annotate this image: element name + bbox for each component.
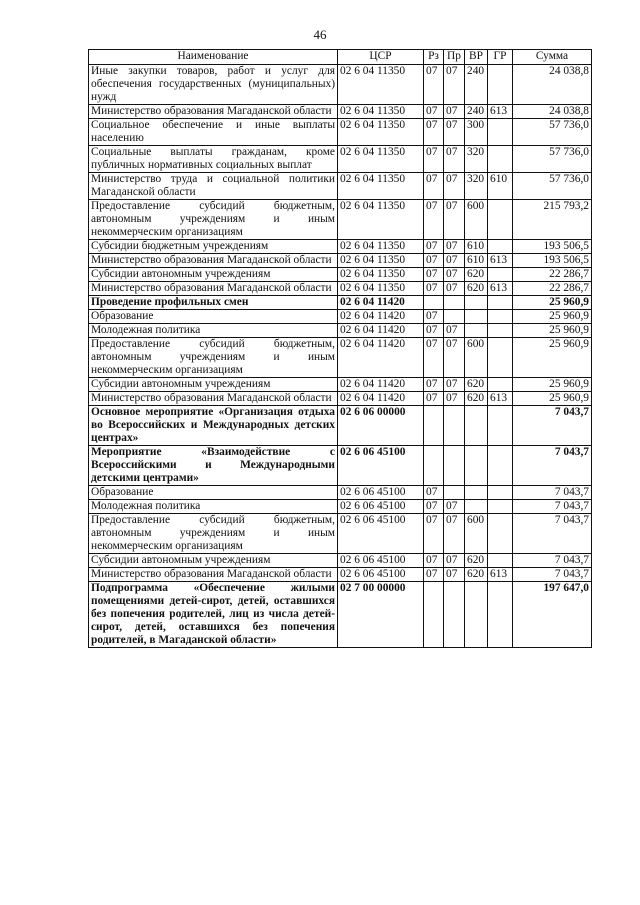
cell-csr: 02 7 00 00000 <box>338 582 424 648</box>
cell-vr <box>465 582 488 648</box>
cell-name: Молодежная политика <box>89 500 338 514</box>
cell-csr: 02 6 04 11350 <box>338 282 424 296</box>
cell-rz: 07 <box>424 105 444 119</box>
cell-pr <box>444 446 465 486</box>
cell-rz: 07 <box>424 65 444 105</box>
cell-csr: 02 6 06 45100 <box>338 500 424 514</box>
cell-name: Предоставление субсидий бюджетным, автономным учреждениям и иным некоммерческим организациям <box>89 200 338 240</box>
cell-csr: 02 6 04 11350 <box>338 200 424 240</box>
cell-rz: 07 <box>424 486 444 500</box>
cell-gr <box>488 65 513 105</box>
cell-rz: 07 <box>424 310 444 324</box>
cell-name: Мероприятие «Взаимодействие с Всероссийскими и Международными детскими центрами» <box>89 446 338 486</box>
cell-sum: 22 286,7 <box>513 282 592 296</box>
cell-sum: 25 960,9 <box>513 338 592 378</box>
cell-name: Образование <box>89 486 338 500</box>
cell-gr <box>488 268 513 282</box>
table-row <box>89 486 592 500</box>
cell-csr: 02 6 04 11350 <box>338 65 424 105</box>
cell-csr: 02 6 06 00000 <box>338 406 424 446</box>
cell-pr <box>444 582 465 648</box>
cell-csr: 02 6 04 11350 <box>338 254 424 268</box>
table-row <box>89 338 592 378</box>
cell-sum: 25 960,9 <box>513 296 592 310</box>
cell-gr <box>488 486 513 500</box>
cell-rz: 07 <box>424 514 444 554</box>
table-row <box>89 568 592 582</box>
cell-vr <box>465 406 488 446</box>
table-row <box>89 200 592 240</box>
cell-pr: 07 <box>444 392 465 406</box>
cell-sum: 7 043,7 <box>513 554 592 568</box>
table-row <box>89 310 592 324</box>
cell-sum: 25 960,9 <box>513 392 592 406</box>
cell-gr: 613 <box>488 254 513 268</box>
cell-rz: 07 <box>424 568 444 582</box>
cell-vr: 620 <box>465 268 488 282</box>
cell-csr: 02 6 04 11420 <box>338 310 424 324</box>
cell-gr <box>488 514 513 554</box>
budget-table <box>88 49 592 648</box>
cell-rz: 07 <box>424 338 444 378</box>
cell-sum: 57 736,0 <box>513 173 592 200</box>
cell-vr: 620 <box>465 392 488 406</box>
cell-pr: 07 <box>444 500 465 514</box>
cell-vr <box>465 296 488 310</box>
cell-sum: 215 793,2 <box>513 200 592 240</box>
cell-name: Предоставление субсидий бюджетным, автономным учреждениям и иным некоммерческим организациям <box>89 338 338 378</box>
header-rz: Рз <box>424 50 444 65</box>
cell-sum: 25 960,9 <box>513 324 592 338</box>
cell-rz: 07 <box>424 240 444 254</box>
cell-rz: 07 <box>424 146 444 173</box>
table-row <box>89 282 592 296</box>
cell-rz: 07 <box>424 554 444 568</box>
cell-sum: 7 043,7 <box>513 500 592 514</box>
cell-rz: 07 <box>424 254 444 268</box>
table-row <box>89 514 592 554</box>
cell-csr: 02 6 06 45100 <box>338 446 424 486</box>
table-row <box>89 554 592 568</box>
cell-sum: 22 286,7 <box>513 268 592 282</box>
header-sum: Сумма <box>513 50 592 65</box>
cell-vr: 620 <box>465 378 488 392</box>
cell-sum: 7 043,7 <box>513 486 592 500</box>
cell-rz: 07 <box>424 200 444 240</box>
cell-sum: 7 043,7 <box>513 406 592 446</box>
cell-pr: 07 <box>444 65 465 105</box>
cell-csr: 02 6 06 45100 <box>338 514 424 554</box>
table-row <box>89 146 592 173</box>
table-row <box>89 119 592 146</box>
cell-pr: 07 <box>444 119 465 146</box>
cell-name: Субсидии бюджетным учреждениям <box>89 240 338 254</box>
cell-vr <box>465 310 488 324</box>
page-number: 46 <box>313 27 327 42</box>
cell-pr: 07 <box>444 254 465 268</box>
cell-gr: 613 <box>488 392 513 406</box>
cell-csr: 02 6 04 11420 <box>338 392 424 406</box>
cell-gr <box>488 296 513 310</box>
cell-rz: 07 <box>424 119 444 146</box>
table-row <box>89 500 592 514</box>
table-row <box>89 406 592 446</box>
cell-gr: 613 <box>488 568 513 582</box>
cell-pr: 07 <box>444 268 465 282</box>
cell-name: Предоставление субсидий бюджетным, автономным учреждениям и иным некоммерческим организациям <box>89 514 338 554</box>
header-pr: Пр <box>444 50 465 65</box>
cell-csr: 02 6 04 11350 <box>338 146 424 173</box>
cell-pr: 07 <box>444 514 465 554</box>
cell-csr: 02 6 06 45100 <box>338 568 424 582</box>
cell-sum: 193 506,5 <box>513 254 592 268</box>
table-row <box>89 582 592 648</box>
cell-rz <box>424 446 444 486</box>
cell-sum: 7 043,7 <box>513 446 592 486</box>
cell-vr: 610 <box>465 240 488 254</box>
cell-pr: 07 <box>444 173 465 200</box>
table-row <box>89 65 592 105</box>
table-row <box>89 268 592 282</box>
cell-gr: 610 <box>488 173 513 200</box>
cell-gr <box>488 378 513 392</box>
cell-pr <box>444 406 465 446</box>
cell-name: Министерство образования Магаданской области <box>89 392 338 406</box>
cell-name: Молодежная политика <box>89 324 338 338</box>
cell-pr: 07 <box>444 105 465 119</box>
cell-csr: 02 6 06 45100 <box>338 486 424 500</box>
cell-rz: 07 <box>424 282 444 296</box>
cell-name: Образование <box>89 310 338 324</box>
cell-name: Основное мероприятие «Организация отдыха во Всероссийских и Международных детских центрах» <box>89 406 338 446</box>
cell-gr: 613 <box>488 105 513 119</box>
cell-vr: 600 <box>465 338 488 378</box>
cell-pr: 07 <box>444 378 465 392</box>
cell-csr: 02 6 04 11350 <box>338 173 424 200</box>
cell-vr <box>465 446 488 486</box>
cell-vr: 620 <box>465 282 488 296</box>
cell-gr <box>488 406 513 446</box>
cell-pr: 07 <box>444 146 465 173</box>
table-header-row <box>89 50 592 65</box>
cell-name: Министерство образования Магаданской области <box>89 282 338 296</box>
cell-vr <box>465 500 488 514</box>
header-vr: ВР <box>465 50 488 65</box>
cell-vr: 300 <box>465 119 488 146</box>
cell-gr <box>488 146 513 173</box>
table-row <box>89 254 592 268</box>
cell-name: Подпрограмма «Обеспечение жилыми помещениями детей-сирот, детей, оставшихся без попечения родителей, лиц из числа детей-сирот, детей, оставшихся без попечения родителей, в Магаданской области» <box>89 582 338 648</box>
cell-rz <box>424 406 444 446</box>
cell-gr <box>488 446 513 486</box>
cell-pr: 07 <box>444 282 465 296</box>
cell-gr <box>488 500 513 514</box>
cell-vr <box>465 324 488 338</box>
cell-gr <box>488 324 513 338</box>
cell-sum: 57 736,0 <box>513 146 592 173</box>
cell-gr <box>488 338 513 378</box>
cell-csr: 02 6 04 11420 <box>338 338 424 378</box>
cell-pr: 07 <box>444 324 465 338</box>
cell-vr: 610 <box>465 254 488 268</box>
cell-rz: 07 <box>424 324 444 338</box>
header-name: Наименование <box>89 50 338 65</box>
table-row <box>89 392 592 406</box>
cell-rz <box>424 296 444 310</box>
table-row <box>89 240 592 254</box>
cell-rz: 07 <box>424 378 444 392</box>
table-row <box>89 173 592 200</box>
cell-sum: 25 960,9 <box>513 378 592 392</box>
cell-pr: 07 <box>444 568 465 582</box>
cell-csr: 02 6 04 11350 <box>338 105 424 119</box>
cell-gr <box>488 119 513 146</box>
table-row <box>89 105 592 119</box>
cell-pr <box>444 296 465 310</box>
cell-name: Министерство образования Магаданской области <box>89 254 338 268</box>
cell-name: Министерство образования Магаданской области <box>89 105 338 119</box>
cell-gr <box>488 554 513 568</box>
cell-name: Социальное обеспечение и иные выплаты населению <box>89 119 338 146</box>
header-gr: ГР <box>488 50 513 65</box>
cell-rz: 07 <box>424 268 444 282</box>
cell-rz <box>424 582 444 648</box>
cell-gr: 613 <box>488 282 513 296</box>
cell-vr: 600 <box>465 514 488 554</box>
table-row <box>89 446 592 486</box>
cell-name: Субсидии автономным учреждениям <box>89 268 338 282</box>
table-row <box>89 324 592 338</box>
cell-pr <box>444 486 465 500</box>
cell-name: Субсидии автономным учреждениям <box>89 554 338 568</box>
cell-pr: 07 <box>444 554 465 568</box>
cell-name: Министерство образования Магаданской области <box>89 568 338 582</box>
table-row <box>89 296 592 310</box>
cell-gr <box>488 310 513 324</box>
cell-name: Субсидии автономным учреждениям <box>89 378 338 392</box>
cell-gr <box>488 582 513 648</box>
cell-sum: 57 736,0 <box>513 119 592 146</box>
cell-pr: 07 <box>444 200 465 240</box>
cell-csr: 02 6 04 11420 <box>338 324 424 338</box>
cell-rz: 07 <box>424 173 444 200</box>
cell-pr <box>444 310 465 324</box>
cell-csr: 02 6 04 11420 <box>338 296 424 310</box>
cell-pr: 07 <box>444 338 465 378</box>
header-csr: ЦСР <box>338 50 424 65</box>
cell-sum: 24 038,8 <box>513 105 592 119</box>
cell-vr: 620 <box>465 554 488 568</box>
cell-rz: 07 <box>424 500 444 514</box>
cell-vr: 240 <box>465 105 488 119</box>
cell-csr: 02 6 06 45100 <box>338 554 424 568</box>
cell-name: Министерство труда и социальной политики Магаданской области <box>89 173 338 200</box>
cell-sum: 7 043,7 <box>513 568 592 582</box>
cell-name: Социальные выплаты гражданам, кроме публичных нормативных социальных выплат <box>89 146 338 173</box>
cell-vr: 600 <box>465 200 488 240</box>
cell-vr: 240 <box>465 65 488 105</box>
cell-gr <box>488 240 513 254</box>
cell-name: Иные закупки товаров, работ и услуг для обеспечения государственных (муниципальных) нужд <box>89 65 338 105</box>
cell-name: Проведение профильных смен <box>89 296 338 310</box>
cell-sum: 25 960,9 <box>513 310 592 324</box>
cell-pr: 07 <box>444 240 465 254</box>
table-row <box>89 378 592 392</box>
cell-gr <box>488 200 513 240</box>
cell-csr: 02 6 04 11350 <box>338 240 424 254</box>
cell-rz: 07 <box>424 392 444 406</box>
cell-sum: 197 647,0 <box>513 582 592 648</box>
cell-csr: 02 6 04 11420 <box>338 378 424 392</box>
cell-csr: 02 6 04 11350 <box>338 268 424 282</box>
cell-vr <box>465 486 488 500</box>
cell-vr: 320 <box>465 173 488 200</box>
table-body <box>89 65 592 648</box>
cell-csr: 02 6 04 11350 <box>338 119 424 146</box>
cell-vr: 320 <box>465 146 488 173</box>
cell-vr: 620 <box>465 568 488 582</box>
cell-sum: 24 038,8 <box>513 65 592 105</box>
cell-sum: 193 506,5 <box>513 240 592 254</box>
cell-sum: 7 043,7 <box>513 514 592 554</box>
